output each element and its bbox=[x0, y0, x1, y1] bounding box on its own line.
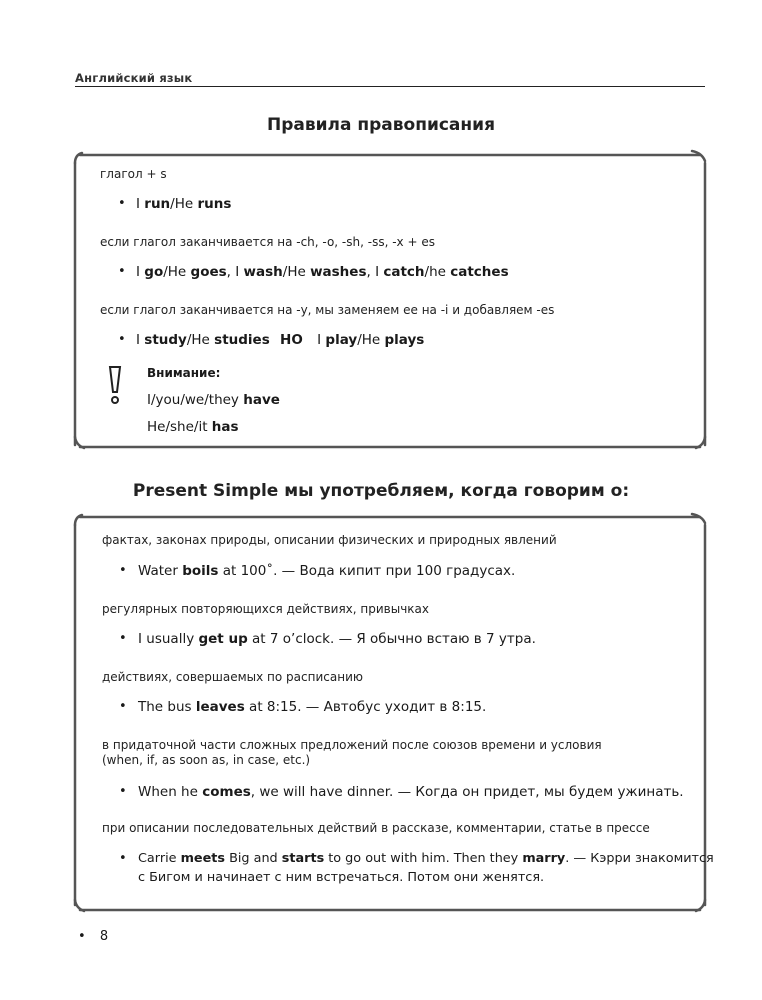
attention-line2: He/she/it has bbox=[147, 419, 239, 435]
bullet: • bbox=[119, 563, 127, 578]
section-title-present-simple: Present Simple мы употребляем, когда говорим о: bbox=[132, 481, 630, 501]
rule1-example: I run/He runs bbox=[136, 196, 232, 212]
attention-line1: I/you/we/they have bbox=[147, 392, 280, 408]
subject-label: Английский язык bbox=[75, 71, 193, 85]
attention-title: Внимание: bbox=[147, 366, 221, 380]
bullet: • bbox=[118, 264, 126, 279]
bullet: • bbox=[119, 784, 127, 799]
case1-label: фактах, законах природы, описании физических и природных явлений bbox=[102, 533, 557, 547]
case3-label: действиях, совершаемых по расписанию bbox=[102, 670, 363, 684]
box-frame bbox=[72, 145, 708, 455]
case4-label-line2: (when, if, as soon as, in case, etc.) bbox=[102, 753, 311, 767]
bullet: • bbox=[118, 196, 126, 211]
case1-example: Water boils at 100˚. — Вода кипит при 100 градусах. bbox=[138, 563, 516, 579]
rule3-example: I study/He studies НО I play/He plays bbox=[136, 332, 425, 348]
bullet: • bbox=[119, 699, 127, 714]
bullet: • bbox=[78, 929, 86, 944]
rule3-label: если глагол заканчивается на -y, мы заменяем ее на -i и добавляем -es bbox=[100, 303, 555, 317]
header-divider bbox=[75, 86, 705, 87]
rule2-example: I go/He goes, I wash/He washes, I catch/he catches bbox=[136, 264, 509, 280]
case4-label-line1: в придаточной части сложных предложений после союзов времени и условия bbox=[102, 738, 602, 752]
case3-example: The bus leaves at 8:15. — Автобус уходит в 8:15. bbox=[138, 699, 487, 715]
rule1-label: глагол + s bbox=[100, 167, 167, 181]
section-title-spelling: Правила правописания bbox=[267, 115, 495, 135]
case5-example-line2: с Бигом и начинает с ним встречаться. Потом они женятся. bbox=[138, 870, 545, 885]
page-number bbox=[78, 929, 108, 944]
case4-example: When he comes, we will have dinner. — Когда он придет, мы будем ужинать. bbox=[138, 784, 684, 800]
case5-label: при описании последовательных действий в рассказе, комментарии, статье в прессе bbox=[102, 821, 650, 835]
case2-example: I usually get up at 7 o’clock. — Я обычно встаю в 7 утра. bbox=[138, 631, 536, 647]
bullet: • bbox=[118, 332, 126, 347]
case2-label: регулярных повторяющихся действиях, привычках bbox=[102, 602, 429, 616]
spelling-rules-box bbox=[72, 145, 708, 455]
usage-box bbox=[72, 510, 714, 920]
case5-example-line1: Carrie meets Big and starts to go out with him. Then they marry. — Кэрри знакомится bbox=[138, 851, 714, 866]
bullet: • bbox=[119, 851, 127, 866]
page-number-value: 8 bbox=[99, 929, 109, 944]
bullet: • bbox=[119, 631, 127, 646]
rule2-label: если глагол заканчивается на -ch, -o, -sh, -ss, -x + es bbox=[100, 235, 435, 249]
